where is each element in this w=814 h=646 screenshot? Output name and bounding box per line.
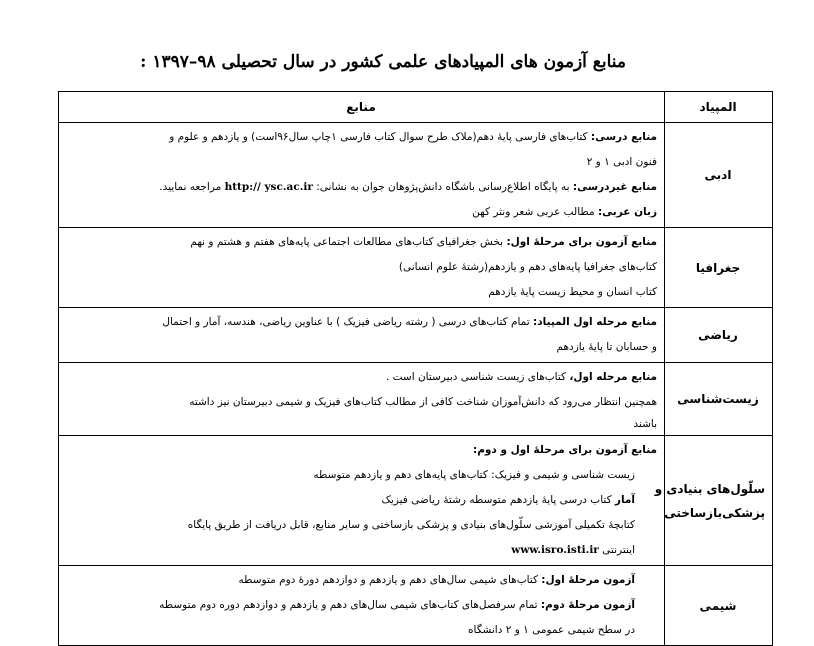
- source-line: [65, 230, 657, 255]
- source-text: اینترنتی: [598, 544, 635, 556]
- source-line: [65, 568, 657, 593]
- source-text: تمام کتاب‌های درسی ( رشته ریاضی فیزیک ) با عناوین ریاضی، هندسه، آمار و احتمال: [162, 316, 533, 328]
- source-label: منابع غیردرسی:: [572, 181, 657, 193]
- source-line: در سطح شیمی عمومی ۱ و ۲ دانشگاه: [468, 624, 635, 636]
- source-text: بخش جغرافیای کتاب‌های مطالعات اجتماعی پایه‌های هفتم و هشتم و نهم: [190, 236, 507, 248]
- sources-cell: [59, 308, 665, 363]
- source-line: کتابچهٔ تکمیلی آموزشی سلّول‌های بنیادی و پزشکی بازساختی و سایر منابع، قابل دریافت از طریق پایگاه: [187, 519, 635, 531]
- source-line: [65, 538, 657, 563]
- source-label: آزمون مرحلهٔ دوم:: [540, 599, 635, 611]
- olympiad-name: جغرافیا: [665, 228, 773, 308]
- source-text: تمام سرفصل‌های کتاب‌های شیمی سال‌های دهم و یازدهم و دوازدهم دوره دوم متوسطه: [159, 599, 541, 611]
- olympiad-name: شیمی: [665, 566, 773, 646]
- page-title: منابع آزمون های المپیادهای علمی کشور در سال تحصیلی ۹۸–۱۳۹۷ :: [140, 52, 626, 72]
- source-line: زیست شناسی و شیمی و فیزیک: کتاب‌های پایه‌های دهم و یازدهم متوسطه: [313, 469, 635, 481]
- olympiad-name: [654, 436, 773, 566]
- olympiad-name-line: سلّول‌های بنیادی و: [654, 481, 765, 496]
- table-header-row: [59, 92, 773, 123]
- source-text: به پایگاه اطلاع‌رسانی باشگاه دانش‌پژوهان جوان به نشانی:: [312, 181, 573, 193]
- ysc-link[interactable]: http:// ysc.ac.ir: [224, 181, 313, 193]
- source-text: کتاب‌های فارسی پایهٔ دهم(ملاک طرح سوال کتاب فارسی ۱چاپ سال۹۶است) و یازدهم و علوم و: [169, 131, 591, 143]
- source-line: [65, 200, 657, 225]
- source-line: همچنین انتظار می‌رود که دانش‌آموزان شناخت کافی از مطالب کتاب‌های فیزیک و شیمی دبیرستان نیز داشته: [189, 396, 657, 408]
- sources-cell: [59, 363, 665, 436]
- sources-cell: [59, 566, 665, 646]
- source-line: و حسابان تا پایهٔ یازدهم: [556, 341, 657, 353]
- source-label: آزمون مرحلهٔ اول:: [541, 574, 635, 586]
- source-heading: منابع آزمون برای مرحلهٔ اول و دوم:: [473, 444, 657, 456]
- olympiad-name-line: پزشکی‌بازساختی: [664, 505, 765, 520]
- table-row: [59, 363, 773, 436]
- sources-cell: [59, 123, 665, 228]
- source-line: [65, 593, 657, 618]
- sources-cell: [59, 228, 665, 308]
- source-label: منابع درسی:: [590, 131, 657, 143]
- source-text: کتاب‌های زیست شناسی دبیرستان است .: [385, 371, 570, 383]
- sources-cell: [59, 436, 665, 566]
- source-label: آمار: [614, 494, 635, 506]
- header-olympiad: المپیاد: [665, 92, 773, 123]
- isro-link[interactable]: www.isro.isti.ir: [511, 544, 599, 556]
- source-line: [65, 175, 657, 200]
- source-text: کتاب درسی پایهٔ یازدهم متوسطه رشتهٔ ریاضی فیزیک: [381, 494, 615, 506]
- olympiad-name: زیست‌شناسی: [665, 363, 773, 436]
- olympiad-name: ادبی: [665, 123, 773, 228]
- source-line: کتاب انسان و محیط زیست پایهٔ یازدهم: [488, 286, 657, 298]
- source-line: باشند: [633, 418, 657, 430]
- source-line: کتاب‌های جغرافیا پایه‌های دهم و یازدهم(رشتهٔ علوم انسانی): [398, 261, 657, 273]
- source-label: منابع مرحله اول،: [569, 371, 657, 383]
- table-row: [59, 123, 773, 228]
- source-text: مطالب عربی شعر ونثر کهن: [472, 206, 598, 218]
- source-line: [65, 365, 657, 390]
- source-text: کتاب‌های شیمی سال‌های دهم و یازدهم و دوازدهم دورهٔ دوم متوسطه: [238, 574, 542, 586]
- source-line: [65, 488, 657, 513]
- header-sources: منابع: [59, 92, 665, 123]
- source-line: [65, 125, 657, 150]
- table-row: [59, 566, 773, 646]
- table-row: [59, 308, 773, 363]
- table-row: [59, 228, 773, 308]
- source-line: [65, 310, 657, 335]
- source-text: مراجعه نمایید.: [159, 181, 225, 193]
- table-row: [59, 436, 773, 566]
- source-label: زبان عربی:: [597, 206, 657, 218]
- source-line: فنون ادبی ۱ و ۲: [586, 156, 657, 168]
- olympiad-name: ریاضی: [665, 308, 773, 363]
- source-label: منابع مرحله اول المپیاد:: [533, 316, 657, 328]
- source-label: منابع آزمون برای مرحلهٔ اول:: [506, 236, 657, 248]
- sources-table: [58, 91, 773, 646]
